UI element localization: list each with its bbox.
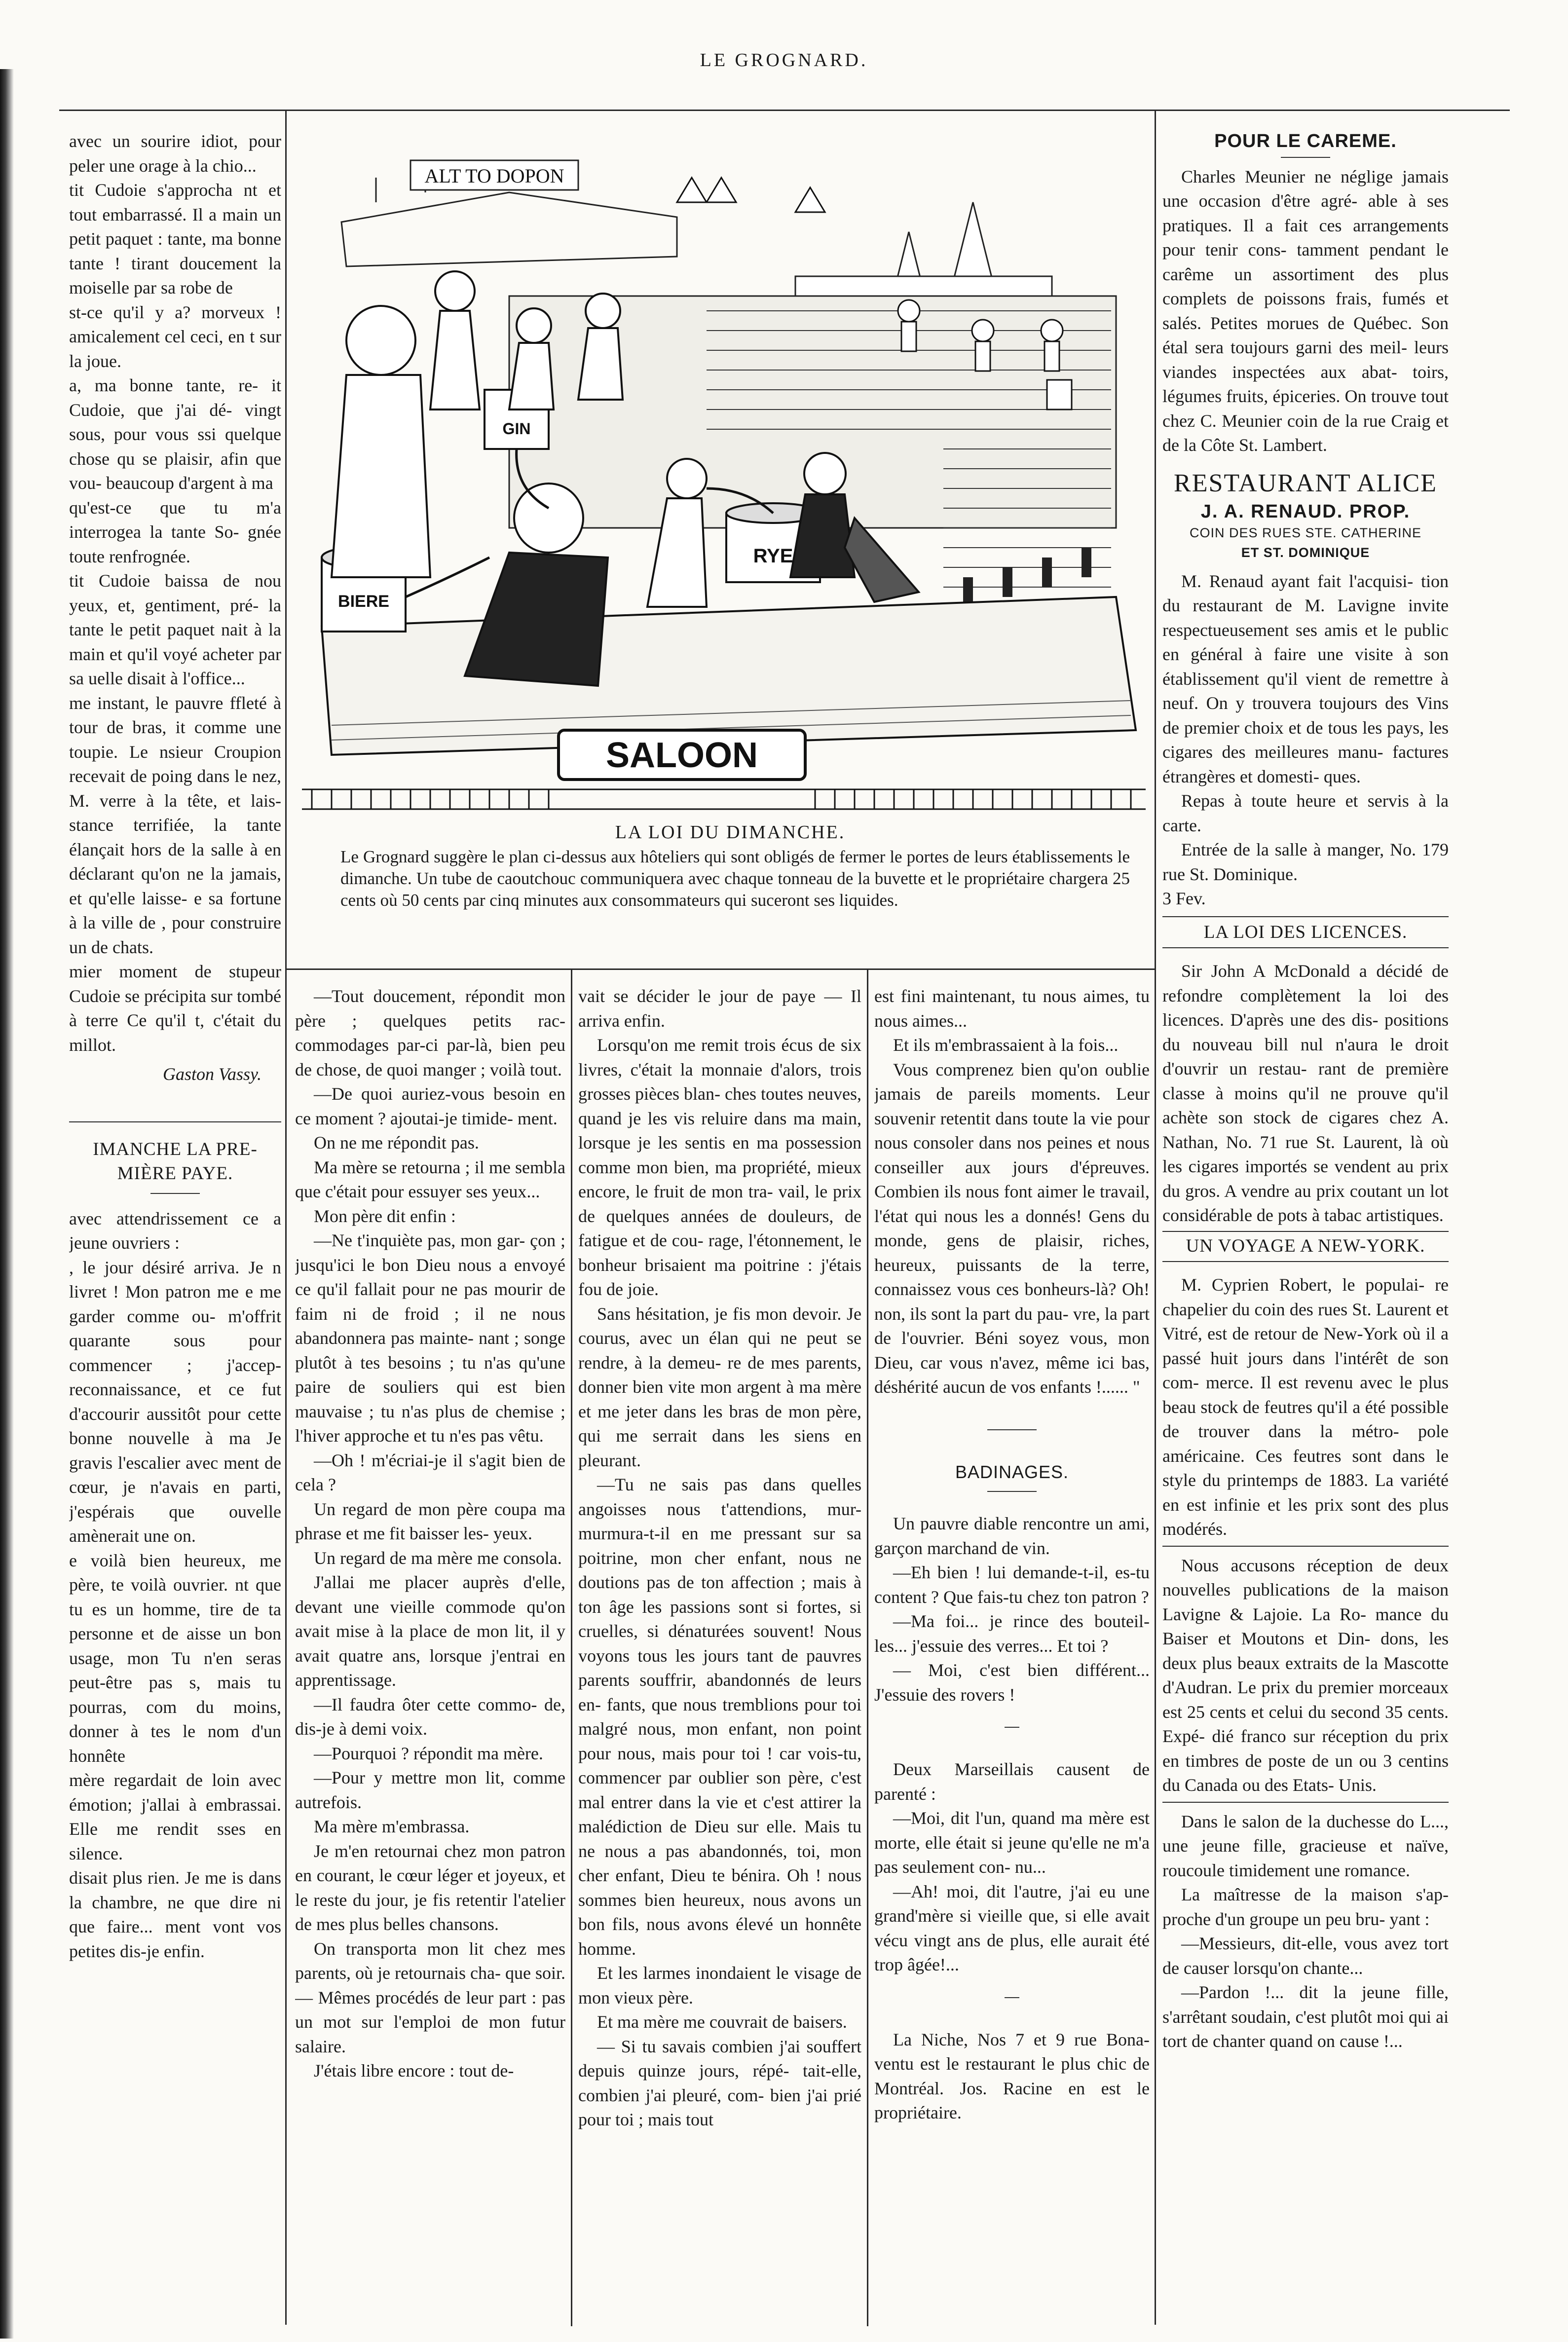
newspaper-engraving-icon	[302, 133, 1146, 817]
svg-text:ALT TO DOPON: ALT TO DOPON	[424, 165, 564, 187]
paragraph: Mon père dit enfin :	[314, 1206, 456, 1226]
paragraph: M. Renaud ayant fait l'acquisi- tion du restaurant de M. Lavigne invite respectueusement ses amis et le public en général à faire une visite à son établissement qu'il vient de remettre à neuf. On y trouvera toujours des Vins de premier choix et de tous les pays, les cigares des meilleures manu- factures étrangères et domesti- ques.	[1162, 571, 1449, 786]
running-head: LE GROGNARD.	[700, 50, 868, 71]
column-3	[578, 984, 861, 2326]
ad-address: COIN DES RUES STE. CATHERINE	[1189, 525, 1422, 540]
paragraph: —Pardon !... dit la jeune fille, s'arrêtant soudain, c'est plutôt moi qui ai tort de chanter quand on cause !...	[1162, 1982, 1449, 2051]
paragraph: avec un sourire idiot, pour peler une orage à la chio...	[69, 131, 281, 176]
paragraph: Et ma mère me couvrait de baisers.	[597, 2012, 847, 2032]
paragraph: qu'est-ce que tu m'a interrogea la tante So- gnée toute renfrognée.	[69, 497, 281, 566]
section-heading: IMANCHE LA PRE- MIÈRE PAYE.	[93, 1139, 258, 1184]
paragraph: On ne me répondit pas.	[314, 1133, 479, 1152]
section-heading: UN VOYAGE A NEW-YORK.	[1186, 1235, 1425, 1256]
section-rule	[1162, 1802, 1449, 1803]
paragraph: Nous accusons réception de deux nouvelles publications de la maison Lavigne & Lajoie. La Ro- mance du Baiser et Moutons et Din- dons, les deux plus beaux extraits de la Mascotte d'Audran. Le prix du premier morceaux est 25 cents et celui du second 35 cents. Expé- dié franco sur réception du prix en timbres de poste de un ou 3 centins du Canada ou des Etats- Unis.	[1162, 1555, 1449, 1795]
paragraph: , le jour désiré arriva. Je n livret ! Mon patron me e me garder comme ou- m'offrit quarante sous pour commencer ; j'accep- reconnaissance, et ce fut d'accourir aussitôt pour cette bonne nouvelle à ma Je gravis l'escalier avec ment de cœur, je n'avais en parti, j'espérais que ouvelle amènerait une on.	[69, 1257, 281, 1546]
paragraph: Ma mère m'embrassa.	[314, 1817, 470, 1836]
paragraph: st-ce qu'il y a? morveux ! amicalement cel ceci, en t sur la joue.	[69, 302, 281, 371]
paragraph: Charles Meunier ne néglige jamais une occasion d'être agré- able à ses pratiques. Il a fait ces arrangements pour tenir cons- tamment pendant le carême un assortiment des plus complets de poissons frais, fumés et salés. Petites morues de Québec. Son étal sera toujours garni des meil- leurs viandes inspectées aux abat- toirs, légumes fruits, épiceries. On trouve tout chez C. Meunier coin de la rue Craig et de la Côte St. Lambert.	[1162, 166, 1449, 455]
section-rule	[1162, 916, 1449, 917]
paragraph: Un pauvre diable rencontre un ami, garçon marchand de vin.	[874, 1514, 1150, 1558]
paragraph: — Si tu savais combien j'ai souffert depuis quinze jours, répé- tait-elle, combien j'ai pleuré, com- bien j'ai prié pour toi ; mais tout	[578, 2036, 861, 2129]
paragraph: On transporta mon lit chez mes parents, où je retournais cha- que soir. — Mêmes procédés de leur part : pas un mot sur l'emploi de mon futur salaire.	[295, 1938, 565, 2056]
column-rule	[285, 110, 287, 2325]
section-rule	[1162, 1546, 1449, 1547]
paragraph: tit Cudoie s'approcha nt et tout embarrassé. Il a main un petit paquet : tante, ma bonne tante ! tirant doucement la moiselle par sa robe de	[69, 180, 281, 297]
paragraph: —Ne t'inquiète pas, mon gar- çon ; jusqu'ici le bon Dieu nous a envoyé ce qu'il fallait pour ne pas mourir de faim ni de froid ; il ne nous abandonnera pas mainte- nant ; songe plutôt à tes besoins ; tu n'as qu'une paire de souliers qui est bien mauvaise ; tu n'as plus de chemise ; l'hiver approche et tu n'es pas vêtu.	[295, 1230, 565, 1446]
caption-bottom-rule	[286, 968, 1155, 970]
short-rule	[1005, 1997, 1019, 1998]
paragraph: Deux Marseillais causent de parenté :	[874, 1759, 1150, 1804]
short-rule	[987, 1429, 1037, 1430]
paragraph: M. Cyprien Robert, le populai- re chapelier du coin des rues St. Laurent et Vitré, est de retour de New-York où il a passé huit jours dans l'intérêt de son com- merce. Il est revenu avec le plus beau stock de feutres qu'il a été possible de trouver dans la métro- pole américaine. Ces feutres sont dans le style du printemps de 1883. La variété en est infinie et les prix sont des plus modérés.	[1162, 1275, 1449, 1539]
section-rule	[1162, 1231, 1449, 1232]
short-rule	[987, 1491, 1037, 1492]
cartoon-illustration	[302, 133, 1146, 817]
paragraph: me instant, le pauvre ffleté à tour de bras, it comme une toupie. Le nsieur Croupion recevait de poing dans le nez, M. verre à la tête, et lais- stance terrifiée, la tante élançait hors de la salle à en déclarant qu'on ne la jamais, et qu'elle laisse- e sa fortune à la ville de , pour construire un de chats.	[69, 693, 281, 957]
paragraph: —Tout doucement, répondit mon père ; quelques petits rac- commodages par-ci par-là, bien peu de chose, de quoi manger ; voilà tout.	[295, 986, 565, 1079]
short-rule	[1281, 157, 1330, 158]
caption-text: Le Grognard suggère le plan ci-dessus aux hôteliers qui sont obligés de fermer le portes de leurs établissements le dimanche. Un tube de caoutchouc communiquera avec chaque tonneau de la buvette et le propriétaire chargera 25 cents où 50 cents par cinq minutes aux consommateurs qui suceront ses liquides.	[340, 847, 1130, 910]
paragraph: —De quoi auriez-vous besoin en ce moment ? ajoutai-je timide- ment.	[295, 1084, 565, 1128]
saloon-sign	[559, 730, 805, 780]
top-rule	[59, 110, 1510, 111]
paragraph: Un regard de ma mère me consola.	[314, 1548, 562, 1568]
paragraph: Un regard de mon père coupa ma phrase et me fit baisser les- yeux.	[295, 1499, 565, 1543]
paragraph: —Il faudra ôter cette commo- de, dis-je à demi voix.	[295, 1694, 565, 1739]
paragraph: mère regardait de loin avec émotion; j'allai à embrassai. Elle me rendit sses en silence.	[69, 1770, 281, 1863]
column-5	[1162, 129, 1449, 2330]
paragraph: —Messieurs, dit-elle, vous avez tort de causer lorsqu'on chante...	[1162, 1933, 1449, 1978]
paragraph: avec attendrissement ce a jeune ouvriers :	[69, 1208, 281, 1253]
caption-title: LA LOI DU DIMANCHE.	[615, 822, 846, 843]
paragraph: — Moi, c'est bien différent... J'essuie des rovers !	[874, 1660, 1150, 1705]
paragraph: Et ils m'embrassaient à la fois...	[893, 1035, 1119, 1055]
column-1	[69, 129, 281, 2330]
section-heading: LA LOI DES LICENCES.	[1203, 922, 1408, 942]
ad-title: RESTAURANT ALICE	[1174, 469, 1437, 497]
svg-text:RYE: RYE	[753, 545, 793, 567]
paragraph: Vous comprenez bien qu'on oublie jamais de pareils moments. Leur souvenir retentit dans toute la vie pour nous consoler dans nos peines et nous conseiller aux jours d'épreuves. Combien ils nous font aimer le travail, l'état qui nous les a donnés! Gens du monde, gens de plaisir, riches, heureux, puissants de la terre, connaissez vous ces bonheurs-là? Oh! non, ils sont la part du pau- vre, la part de l'ouvrier. Béni soyez vous, mon Dieu, car vous n'avez, même ici bas, déshérité aucun de vos enfants !...... "	[874, 1059, 1150, 1397]
column-rule	[571, 969, 572, 2326]
binding-edge	[0, 69, 14, 2339]
paragraph: Dans le salon de la duchesse do L..., une jeune fille, gracieuse et naïve, roucoule timidement une romance.	[1162, 1811, 1449, 1880]
paragraph: disait plus rien. Je me is dans la chambre, ne que dire ni que faire... ment vont vos petites dis-je enfin.	[69, 1868, 281, 1961]
paragraph: —Pour y mettre mon lit, comme autrefois.	[295, 1768, 565, 1812]
paragraph: vait se décider le jour de paye — Il arriva enfin.	[578, 986, 861, 1031]
paragraph: —Oh ! m'écriai-je il s'agit bien de cela ?	[295, 1450, 565, 1494]
paragraph: Je m'en retournai chez mon patron en courant, le cœur léger et joyeux, et le reste du jour, je fis retentir l'atelier de mes plus belles chansons.	[295, 1841, 565, 1934]
short-rule	[150, 1193, 200, 1194]
paragraph: Sans hésitation, je fis mon devoir. Je courus, avec un élan qui ne peut se rendre, à la demeu- re de mes parents, donner bien vite mon argent à ma mère et me jeter dans les bras de mon père, qui me serrait dans les siens en pleurant.	[578, 1303, 861, 1470]
column-rule	[867, 969, 868, 2326]
paragraph: 3 Fev.	[1162, 889, 1206, 908]
paragraph: tit Cudoie baissa de nou yeux, et, gentiment, pré- la tante le petit paquet nait à la main et qu'il voyé acheter par sa uelle disait à l'office...	[69, 571, 281, 688]
paragraph: e voilà bien heureux, me père, te voilà ouvrier. nt que tu es un homme, tire de ta personne et de aisse un bon usage, mon Tu n'en seras peut-être pas s, mais tu pourras, com du moins, donner à tes le nom d'un honnête	[69, 1550, 281, 1766]
paragraph: —Moi, dit l'un, quand ma mère est morte, elle était si jeune qu'elle ne m'a pas seulement con- nu...	[874, 1808, 1150, 1877]
column-rule	[1155, 110, 1156, 2325]
section-rule	[1162, 1261, 1449, 1262]
svg-text:BIERE: BIERE	[338, 592, 389, 611]
ad-address: ET ST. DOMINIQUE	[1241, 545, 1370, 560]
paragraph: —Tu ne sais pas dans quelles angoisses nous t'attendions, mur- murmura-t-il en me pressant sur sa poitrine, mon cher enfant, nous ne doutions pas de ton affection ; mais à ton âge les passions sont si fortes, si cruelles, si dénaturées souvent! Nous voyons tous les jours tant de pauvres parents souffrir, abandonnés de leurs en- fants, que nous tremblions pour toi malgré nous, mon enfant, non point pour nous, mais pour toi ! car vois-tu, commencer par oublier son père, c'est mal entrer dans la vie et c'est attirer la malédiction de Dieu sur elle. Mais tu ne nous a pas abandonnés, toi, mon cher enfant, Dieu te bénira. Oh ! nous sommes bien heureux, nous avons un bon fils, nous avons élevé un honnête homme.	[578, 1475, 861, 1959]
section-rule	[69, 1121, 281, 1122]
paragraph: —Ah! moi, dit l'autre, j'ai eu une grand'mère si vieille que, si elle avait vécu vingt ans de plus, elle aurait été trop âgée!...	[874, 1881, 1150, 1974]
paragraph: La maîtresse de la maison s'ap- proche d'un groupe un peu bru- yant :	[1162, 1885, 1449, 1929]
signature: Gaston Vassy.	[162, 1064, 261, 1084]
svg-text:SALOON: SALOON	[605, 736, 758, 775]
paragraph: Ma mère se retourna ; il me sembla que c'était pour essuyer ses yeux...	[295, 1157, 565, 1201]
ad-proprietor: J. A. RENAUD. PROP.	[1200, 501, 1411, 522]
paragraph: Lorsqu'on me remit trois écus de six livres, c'était la monnaie d'alors, trois grosses pièces blan- ches toutes neuves, quand je les vis reluire dans ma main, lorsque je les sentis en ma possession comme mon bien, ma propriété, mieux encore, le fruit de mon tra- vail, le prix de quelques années de douleurs, de fatigue et de cou- rage, l'étonnement, le bonheur brisaient ma poitrine : j'étais fou de joie.	[578, 1035, 861, 1299]
paragraph: La Niche, Nos 7 et 9 rue Bona- ventu est le restaurant le plus chic de Montréal. Jos. Racine en est le propriétaire.	[874, 2029, 1150, 2122]
paragraph: —Eh bien ! lui demande-t-il, es-tu content ? Que fais-tu chez ton patron ?	[874, 1562, 1150, 1607]
paragraph: Et les larmes inondaient le visage de mon vieux père.	[578, 1963, 861, 2007]
section-rule	[1162, 947, 1449, 948]
svg-text:GIN: GIN	[502, 420, 531, 438]
paragraph: J'étais libre encore : tout de-	[314, 2061, 514, 2081]
paragraph: Repas à toute heure et servis à la carte.	[1162, 791, 1449, 835]
short-rule	[1005, 1727, 1019, 1728]
paragraph: est fini maintenant, tu nous aimes, tu nous aimes...	[874, 986, 1150, 1031]
paragraph: —Ma foi... je rince des bouteil- les... j'essuie des verres... Et toi ?	[874, 1611, 1150, 1656]
rooftop-sign	[424, 165, 564, 187]
column-2	[295, 984, 565, 2326]
section-heading: POUR LE CAREME.	[1214, 131, 1397, 151]
paragraph: a, ma bonne tante, re- it Cudoie, que j'ai dé- vingt sous, pour vous ssi quelque chose qu se plaisir, afin que vou- beaucoup d'argent à ma	[69, 375, 281, 493]
paragraph: J'allai me placer auprès d'elle, devant une vieille commode qu'on avait mise à la place de mon lit, il y avait quatre ans, lorsque j'entrai en apprentissage.	[295, 1572, 565, 1690]
paragraph: Entrée de la salle à manger, No. 179 rue St. Dominique.	[1162, 840, 1449, 884]
paragraph: Sir John A McDonald a décidé de refondre complètement la loi des licences. D'après une des dis- positions du nouveau bill nul n'aura le droit d'ouvrir un restau- rant de première classe à moins qu'il ne prouve qu'il achète son stock de cigares chez A. Nathan, No. 71 rue St. Laurent, là où les cigares importés se vendent au prix du gros. A vendre au prix coutant un lot considérable de pots à tabac artistiques.	[1162, 961, 1449, 1225]
section-heading: BADINAGES.	[955, 1461, 1069, 1482]
paragraph: mier moment de stupeur Cudoie se précipita sur tombé à terre Ce qu'il t, c'était du millot.	[69, 962, 281, 1055]
column-4	[874, 984, 1150, 2326]
paragraph: —Pourquoi ? répondit ma mère.	[314, 1743, 543, 1763]
